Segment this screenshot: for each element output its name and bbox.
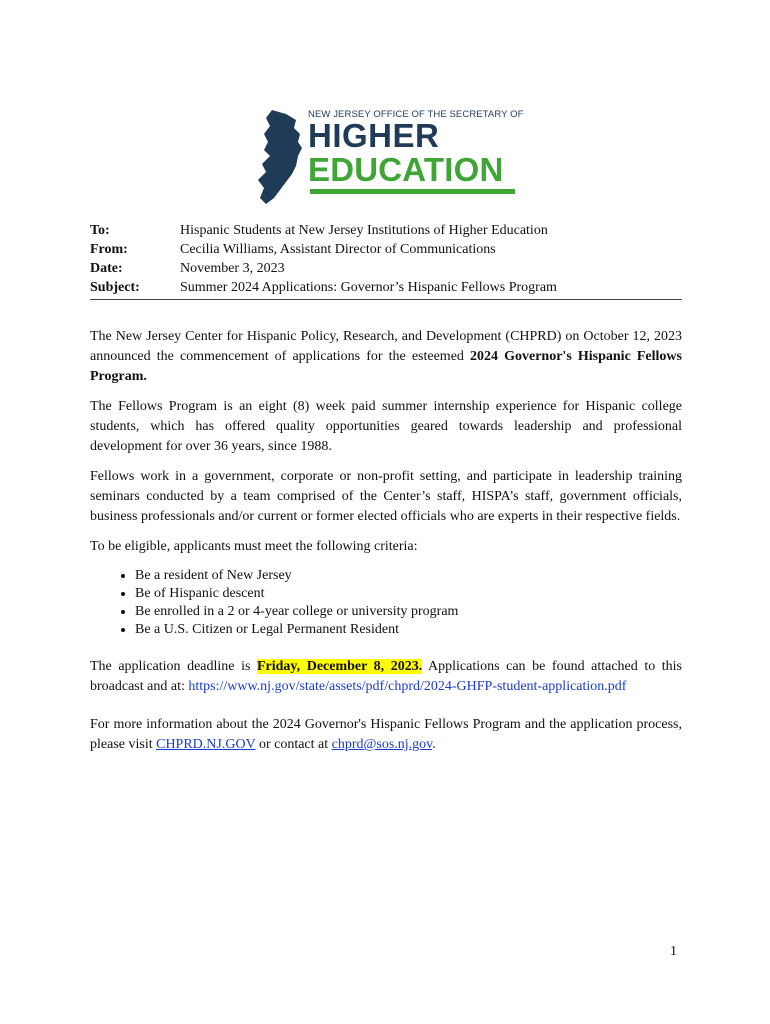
memo-date-value: November 3, 2023	[180, 261, 285, 276]
logo-education-text: EDUCATION	[308, 151, 504, 188]
memo-from-row	[90, 240, 682, 259]
memo-subject-value: Summer 2024 Applications: Governor’s Hispanic Fellows Program	[180, 280, 557, 295]
agency-logo	[250, 105, 524, 205]
chprd-website-link[interactable]: CHPRD.NJ.GOV	[156, 737, 256, 752]
logo-higher-text: HIGHER	[308, 117, 440, 154]
memo-to-label: To:	[90, 223, 110, 238]
list-item: • Be a resident of New Jersey	[135, 567, 682, 585]
paragraph-fellows-work: Fellows work in a government, corporate or non-profit setting, and participate in leadership training seminars conducted by a team comprised of the Center’s staff, HISPA’s staff, government officials, business professionals and/or current or former elected officials who are experts in their respective fields.	[90, 469, 682, 524]
paragraph-deadline	[90, 657, 682, 697]
deadline-post: Applications can be found attached to this broadcast and at:	[90, 659, 683, 694]
deadline-date-highlight: Friday, December 8, 2023.	[256, 659, 423, 674]
more-info-intro: For more information about the 2024 Governor's Hispanic Fellows Program and the application process, please visit	[90, 717, 682, 752]
page-number: 1	[670, 944, 677, 959]
memo-subject-row	[90, 278, 682, 297]
more-info-end: .	[432, 737, 436, 752]
memo-to-row	[90, 221, 682, 240]
paragraph-program-description: The Fellows Program is an eight (8) week paid summer internship experience for Hispanic college students, which has offered quality opportunities geared towards leadership and professional development for over 36 years, since 1988.	[90, 399, 682, 454]
memo-body	[90, 327, 682, 765]
memo-date-label: Date:	[90, 261, 123, 276]
more-info-mid: or contact at	[255, 737, 332, 752]
memo-to-value: Hispanic Students at New Jersey Institutions of Higher Education	[180, 223, 548, 238]
list-item: • Be a U.S. Citizen or Legal Permanent Resident	[135, 621, 682, 639]
list-item: • Be enrolled in a 2 or 4-year college or university program	[135, 603, 682, 621]
logo-underline-bar	[310, 189, 515, 194]
memo-from-label: From:	[90, 242, 128, 257]
list-item: • Be of Hispanic descent	[135, 585, 682, 603]
memo-header	[90, 221, 682, 300]
memo-from-value: Cecilia Williams, Assistant Director of Communications	[180, 242, 496, 257]
memo-date-row	[90, 259, 682, 278]
paragraph-eligibility-intro: To be eligible, applicants must meet the following criteria:	[90, 539, 418, 554]
paragraph-announcement	[90, 327, 682, 387]
eligibility-criteria-list	[90, 567, 682, 639]
program-name-bold: 2024 Governor's Hispanic Fellows Program.	[90, 349, 682, 384]
announcement-text: The New Jersey Center for Hispanic Policy, Research, and Development (CHPRD) on October 12, 2023 announced the commencement of applications for the esteemed	[90, 329, 682, 364]
application-url-link[interactable]: https://www.nj.gov/state/assets/pdf/chprd/2024-GHFP-student-application.pdf	[188, 679, 627, 694]
paragraph-more-info	[90, 715, 682, 755]
new-jersey-map-icon	[252, 108, 306, 206]
logo-topline: NEW JERSEY OFFICE OF THE SECRETARY OF	[308, 109, 524, 120]
chprd-email-link[interactable]: chprd@sos.nj.gov	[331, 737, 433, 752]
deadline-intro: The application deadline is	[90, 659, 257, 674]
memo-subject-label: Subject:	[90, 280, 140, 295]
